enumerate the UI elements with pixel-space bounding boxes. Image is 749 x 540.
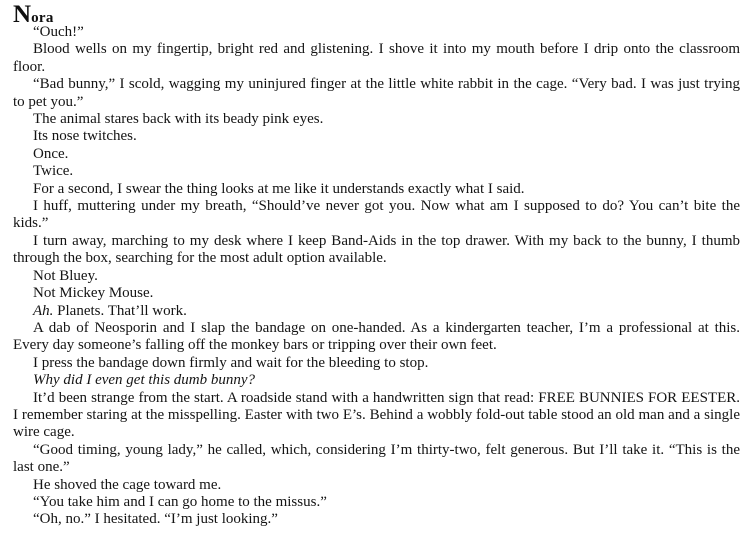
- paragraph-20: “You take him and I can go home to the missus.”: [33, 493, 327, 510]
- paragraph-1: “Ouch!”: [33, 24, 84, 40]
- paragraph-19: He shoved the cage toward me.: [33, 476, 222, 493]
- paragraph-17: It’d been strange from the start. A roadside stand with a handwritten sign that read: FREE BUNNIES FOR EESTER. I remember staring at the misspelling. Easter with two E’s. Behind a wobbly fold-out table stood an old man and a single wire cage.: [13, 389, 740, 441]
- paragraph-15: I press the bandage down firmly and wait for the bleeding to stop.: [33, 354, 429, 371]
- paragraph-13-italic: Ah.: [33, 302, 54, 319]
- paragraph-7: Twice.: [33, 163, 74, 180]
- paragraph-21: “Oh, no.” I hesitated. “I’m just looking.”: [33, 511, 278, 528]
- paragraph-12: Not Mickey Mouse.: [33, 285, 154, 302]
- paragraph-5: Its nose twitches.: [33, 128, 137, 145]
- paragraph-9: I huff, muttering under my breath, “Should’ve never got you. Now what am I supposed to do? You can’t bite the kids.”: [13, 198, 740, 232]
- paragraph-8: For a second, I swear the thing looks at me like it understands exactly what I said.: [33, 180, 525, 197]
- paragraph-16: [13, 372, 740, 389]
- paragraph-18: “Good timing, young lady,” he called, which, considering I’m thirty-two, felt generous. But I’ll take it. “This is the last one.”: [13, 441, 740, 476]
- chapter-heading-rest: ora: [31, 10, 54, 26]
- paragraph-2: Blood wells on my fingertip, bright red and glistening. I shove it into my mouth before I drip onto the classroom floor.: [13, 41, 740, 75]
- paragraph-13: Ah. Planets. That’ll work.: [33, 302, 187, 319]
- paragraph-6: Once.: [33, 145, 69, 162]
- paragraph-16-italic: Why did I even get this dumb bunny?: [33, 372, 256, 389]
- paragraph-3: “Bad bunny,” I scold, wagging my uninjured finger at the little white rabbit in the cage. “Very bad. I was just trying to pet you.”: [13, 76, 740, 110]
- paragraph-10: I turn away, marching to my desk where I keep Band-Aids in the top drawer. With my back to the bunny, I thumb through the box, searching for the most adult option available.: [13, 232, 740, 267]
- paragraph-14: A dab of Neosporin and I slap the bandage on one-handed. As a kindergarten teacher, I’m a professional at this. Every day someone’s falling off the monkey bars or tripping over their own feet.: [13, 319, 740, 354]
- paragraph-11: Not Bluey.: [33, 267, 98, 284]
- chapter-heading-initial: N: [13, 1, 32, 28]
- book-page: [13, 0, 740, 529]
- chapter-heading: [13, 1, 740, 28]
- paragraph-4: The animal stares back with its beady pink eyes.: [33, 111, 324, 128]
